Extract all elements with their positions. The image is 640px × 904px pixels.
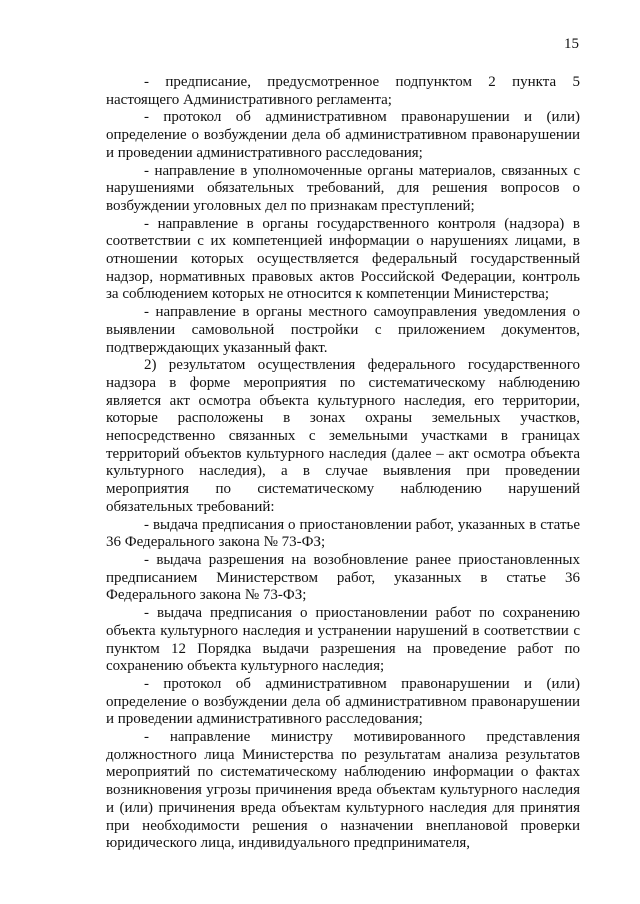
paragraph: - выдача предписания о приостановлении работ по сохранению объекта культурного наследия и устранении нарушений в соответствии с пунктом 12 Порядка выдачи разрешения на проведение работ по сохранению объекта культурного наследия;: [106, 605, 580, 675]
paragraph: - направление в уполномоченные органы материалов, связанных с нарушениями обязательных требований, для решения вопросов о возбуждении уголовных дел по признакам преступлений;: [106, 162, 580, 214]
paragraph: 2) результатом осуществления федерального государственного надзора в форме мероприятия по систематическому наблюдению является акт осмотра объекта культурного наследия, его территории, которые расположены в зонах охраны земельных участков, непосредственно связанных с земельными участками в границах территорий объектов культурного наследия (далее – акт осмотра объекта культурного наследия), а в случае выявления при проведении мероприятия по систематическому наблюдению нарушений обязательных требований:: [106, 357, 580, 515]
paragraph: - выдача разрешения на возобновление ранее приостановленных предписанием Министерством работ, указанных в статье 36 Федерального закона № 73-ФЗ;: [106, 551, 580, 604]
document-body: [106, 74, 580, 853]
paragraph: - предписание, предусмотренное подпунктом 2 пункта 5 настоящего Административного регламента;: [106, 74, 580, 108]
paragraph: - направление в органы местного самоуправления уведомления о выявлении самовольной постройки с приложением документов, подтверждающих указанный факт.: [106, 304, 580, 356]
paragraph: - направление министру мотивированного представления должностного лица Министерства по результатам анализа результатов мероприятий по систематическому наблюдению информации о фактах возникновения угрозы причинения вреда объектам культурного наследия и (или) причинения вреда объектам культурного наследия для принятия при необходимости решения о назначении внеплановой проверки юридического лица, индивидуального предпринимателя,: [106, 729, 580, 852]
page-number: 15: [564, 36, 579, 52]
paragraph: - выдача предписания о приостановлении работ, указанных в статье 36 Федерального закона № 73-ФЗ;: [106, 516, 580, 551]
paragraph: - направление в органы государственного контроля (надзора) в соответствии с их компетенцией информации о нарушениях лицами, в отношении которых осуществляется федеральный государственный надзор, нормативных правовых актов Российской Федерации, контроль за соблюдением которых не относится к компетенции Министерства;: [106, 215, 580, 303]
paragraph: - протокол об административном правонарушении и (или) определение о возбуждении дела об административном правонарушении и проведении административного расследования;: [106, 675, 580, 728]
paragraph: - протокол об административном правонарушении и (или) определение о возбуждении дела об административном правонарушении и проведении административного расследования;: [106, 109, 580, 161]
